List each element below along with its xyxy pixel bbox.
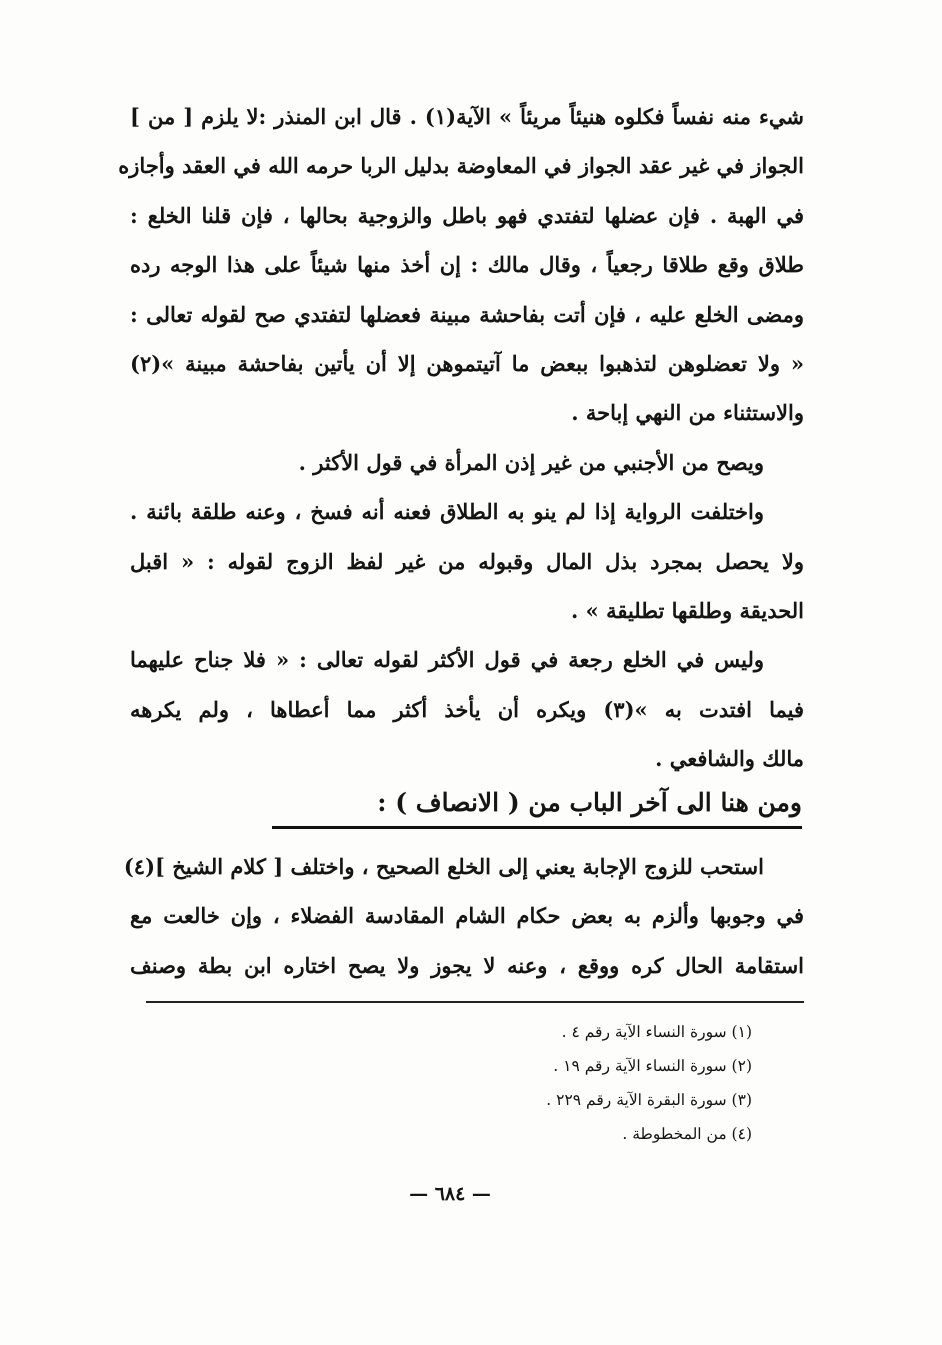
text-line-1: شيء منه نفساً فكلوه هنيئاً مريئاً » الآية(١) . قال ابن المنذر :لا يلزم [ من ] <box>130 104 804 129</box>
text-line-4: طلاق وقع طلاقا رجعياً ، وقال مالك : إن أخذ منها شيئاً على هذا الوجه رده <box>130 252 805 278</box>
section-heading-block <box>102 780 802 832</box>
text-line-13: فيما افتدت به »(٣) ويكره أن يأخذ أكثر مما أعطاها ، ولم يكرهه <box>130 696 804 722</box>
text-line-17: استقامة الحال كره ووقع ، وعنه لا يجوز ولا يصح اختاره ابن بطة وصنف <box>130 952 804 978</box>
text-line-16: في وجوبها وألزم به بعض حكام الشام المقادسة الفضلاء ، وإن خالعت مع <box>130 903 804 929</box>
footnote-1: (١) سورة النساء الآية رقم ٤ . <box>561 1023 752 1041</box>
text-line-14: مالك والشافعي . <box>655 746 804 772</box>
text-line-9: واختلفت الرواية إذا لم ينو به الطلاق فعنه أنه فسخ ، وعنه طلقة بائنة . <box>130 499 764 525</box>
second-paragraph <box>123 842 804 990</box>
main-paragraph <box>118 92 805 783</box>
text-line-3: في الهبة . فإن عضلها لتفتدي فهو باطل والزوجية بحالها ، فإن قلنا الخلع : <box>130 202 804 228</box>
text-line-2: الجواز في غير عقد الجواز في المعاوضة بدليل الربا حرمه الله في العقد وأجازه <box>118 153 804 179</box>
footnote-4: (٤) من المخطوطة . <box>622 1125 752 1143</box>
text-line-8: ويصح من الأجنبي من غير إذن المرأة في قول الأكثر . <box>298 449 764 475</box>
text-line-15: استحب للزوج الإجابة يعني إلى الخلع الصحيح ، واختلف [ كلام الشيخ ](٤) <box>123 854 764 879</box>
section-heading: ومن هنا الى آخر الباب من ( الانصاف ) : <box>272 780 802 829</box>
footnote-3: (٣) سورة البقرة الآية رقم ٢٢٩ . <box>546 1091 752 1109</box>
text-line-11: الحديقة وطلقها تطليقة » . <box>571 597 804 623</box>
text-line-12: وليس في الخلع رجعة في قول الأكثر لقوله تعالى : « فلا جناح عليهما <box>130 647 764 673</box>
footnote-2: (٢) سورة النساء الآية رقم ١٩ . <box>553 1057 752 1075</box>
footnote-divider <box>146 1001 804 1003</box>
text-line-6: « ولا تعضلوهن لتذهبوا ببعض ما آتيتموهن إلا أن يأتين بفاحشة مبينة »(٢) <box>130 350 804 376</box>
text-line-7: والاستثناء من النهي إباحة . <box>571 400 804 426</box>
footnotes <box>192 1015 752 1151</box>
page-number: — ٦٨٤ — <box>409 1183 491 1205</box>
text-line-5: ومضى الخلع عليه ، فإن أتت بفاحشة مبينة فعضلها لتفتدي صح لقوله تعالى : <box>130 301 804 327</box>
text-line-10: ولا يحصل بمجرد بذل المال وقبوله من غير لفظ الزوج لقوله : « اقبل <box>130 548 804 574</box>
